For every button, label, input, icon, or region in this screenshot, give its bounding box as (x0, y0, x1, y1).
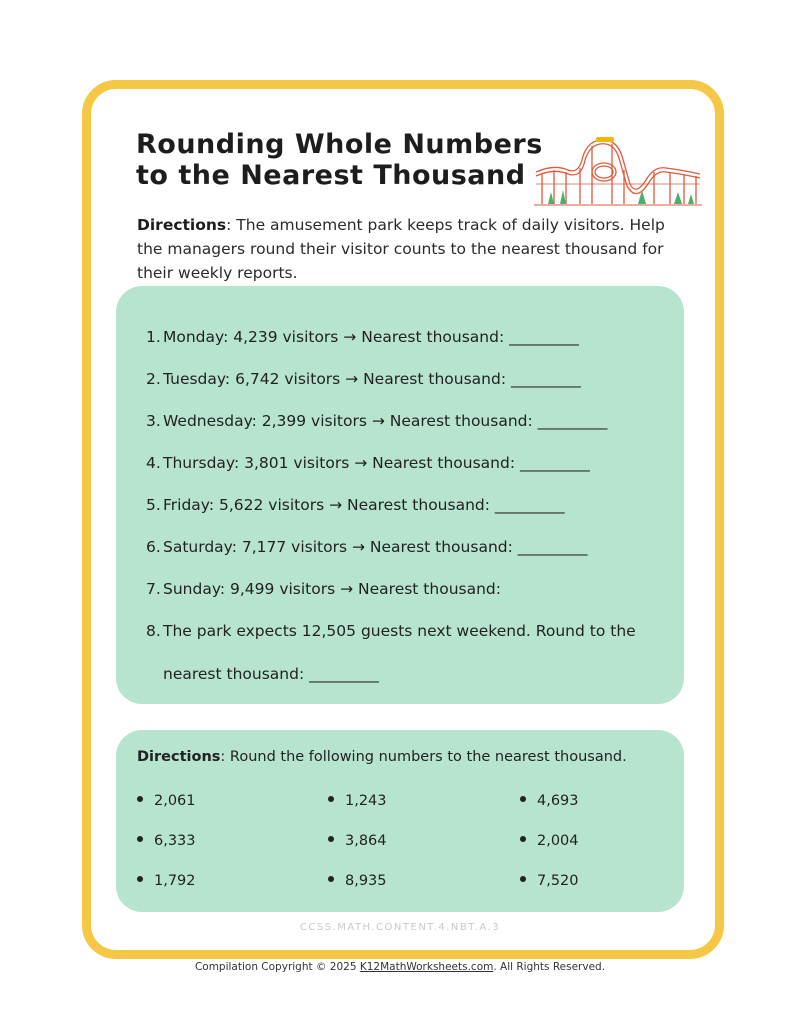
question-number: 1. (146, 328, 161, 346)
copyright-suffix: . All Rights Reserved. (493, 961, 606, 973)
rounding-directions-label: Directions (137, 749, 221, 765)
question-item (146, 568, 666, 610)
rounding-number: 7,520 (537, 873, 579, 889)
rounding-number: 1,792 (154, 873, 196, 889)
question-text: Tuesday: 6,742 visitors → Nearest thousand: _________ (163, 370, 581, 388)
rounding-directions-body: : Round the following numbers to the nearest thousand. (220, 749, 627, 765)
question-number: 8. (146, 622, 161, 640)
question-item (146, 526, 666, 568)
bullet-dot-icon (328, 836, 334, 842)
rounding-item (328, 824, 520, 864)
rounding-number: 6,333 (154, 833, 196, 849)
bullet-dot-icon (520, 796, 526, 802)
question-item (146, 358, 666, 400)
question-number: 6. (146, 538, 161, 556)
question-item (146, 316, 666, 358)
bullet-dot-icon (328, 876, 334, 882)
question-number: 5. (146, 496, 161, 514)
rounding-item (520, 824, 657, 864)
question-item (146, 484, 666, 526)
rounding-number: 1,243 (345, 793, 387, 809)
bullet-dot-icon (137, 876, 143, 882)
question-number: 7. (146, 580, 161, 598)
bullet-dot-icon (137, 836, 143, 842)
question-number: 4. (146, 454, 161, 472)
roller-coaster-icon (534, 134, 702, 206)
question-text: Sunday: 9,499 visitors → Nearest thousand: (163, 580, 501, 598)
question-item (146, 442, 666, 484)
title-line-1: Rounding Whole Numbers (136, 129, 543, 160)
directions-text (137, 213, 677, 285)
directions-body: : The amusement park keeps track of daily visitors. Help the managers round their visitor counts to the nearest thousand for their weekly reports. (137, 216, 665, 282)
rounding-directions (137, 749, 627, 765)
question-number: 3. (146, 412, 161, 430)
rounding-number: 3,864 (345, 833, 387, 849)
rounding-item (520, 784, 657, 824)
title-line-2: to the Nearest Thousand (136, 160, 526, 191)
question-text: Friday: 5,622 visitors → Nearest thousand: _________ (163, 496, 565, 514)
question-item (146, 400, 666, 442)
site-link[interactable]: K12MathWorksheets.com (359, 961, 494, 973)
rounding-item (520, 864, 657, 904)
bullet-dot-icon (137, 796, 143, 802)
question-text: Wednesday: 2,399 visitors → Nearest thousand: _________ (163, 412, 608, 430)
bullet-dot-icon (520, 836, 526, 842)
standard-code: CCSS.MATH.CONTENT.4.NBT.A.3 (299, 922, 501, 933)
rounding-item (137, 864, 328, 904)
question-text: Saturday: 7,177 visitors → Nearest thousand: _________ (163, 538, 588, 556)
question-item (146, 610, 666, 696)
rounding-item (137, 824, 328, 864)
rounding-number: 2,061 (154, 793, 196, 809)
page-title (136, 129, 543, 191)
rounding-item (137, 784, 328, 824)
copyright-line (0, 961, 800, 973)
rounding-number-grid (137, 784, 657, 904)
rounding-number: 2,004 (537, 833, 579, 849)
question-text: Thursday: 3,801 visitors → Nearest thousand: _________ (163, 454, 590, 472)
bullet-dot-icon (520, 876, 526, 882)
copyright-prefix: Compilation Copyright © 2025 (194, 961, 360, 973)
bullet-dot-icon (328, 796, 334, 802)
directions-label: Directions (137, 216, 227, 234)
rounding-item (328, 784, 520, 824)
question-text: Monday: 4,239 visitors → Nearest thousand: _________ (163, 328, 579, 346)
question-text: The park expects 12,505 guests next weekend. Round to the nearest thousand: _________ (163, 622, 636, 683)
rounding-number: 8,935 (345, 873, 387, 889)
rounding-number: 4,693 (537, 793, 579, 809)
question-number: 2. (146, 370, 161, 388)
rounding-item (328, 864, 520, 904)
question-list (146, 316, 666, 696)
